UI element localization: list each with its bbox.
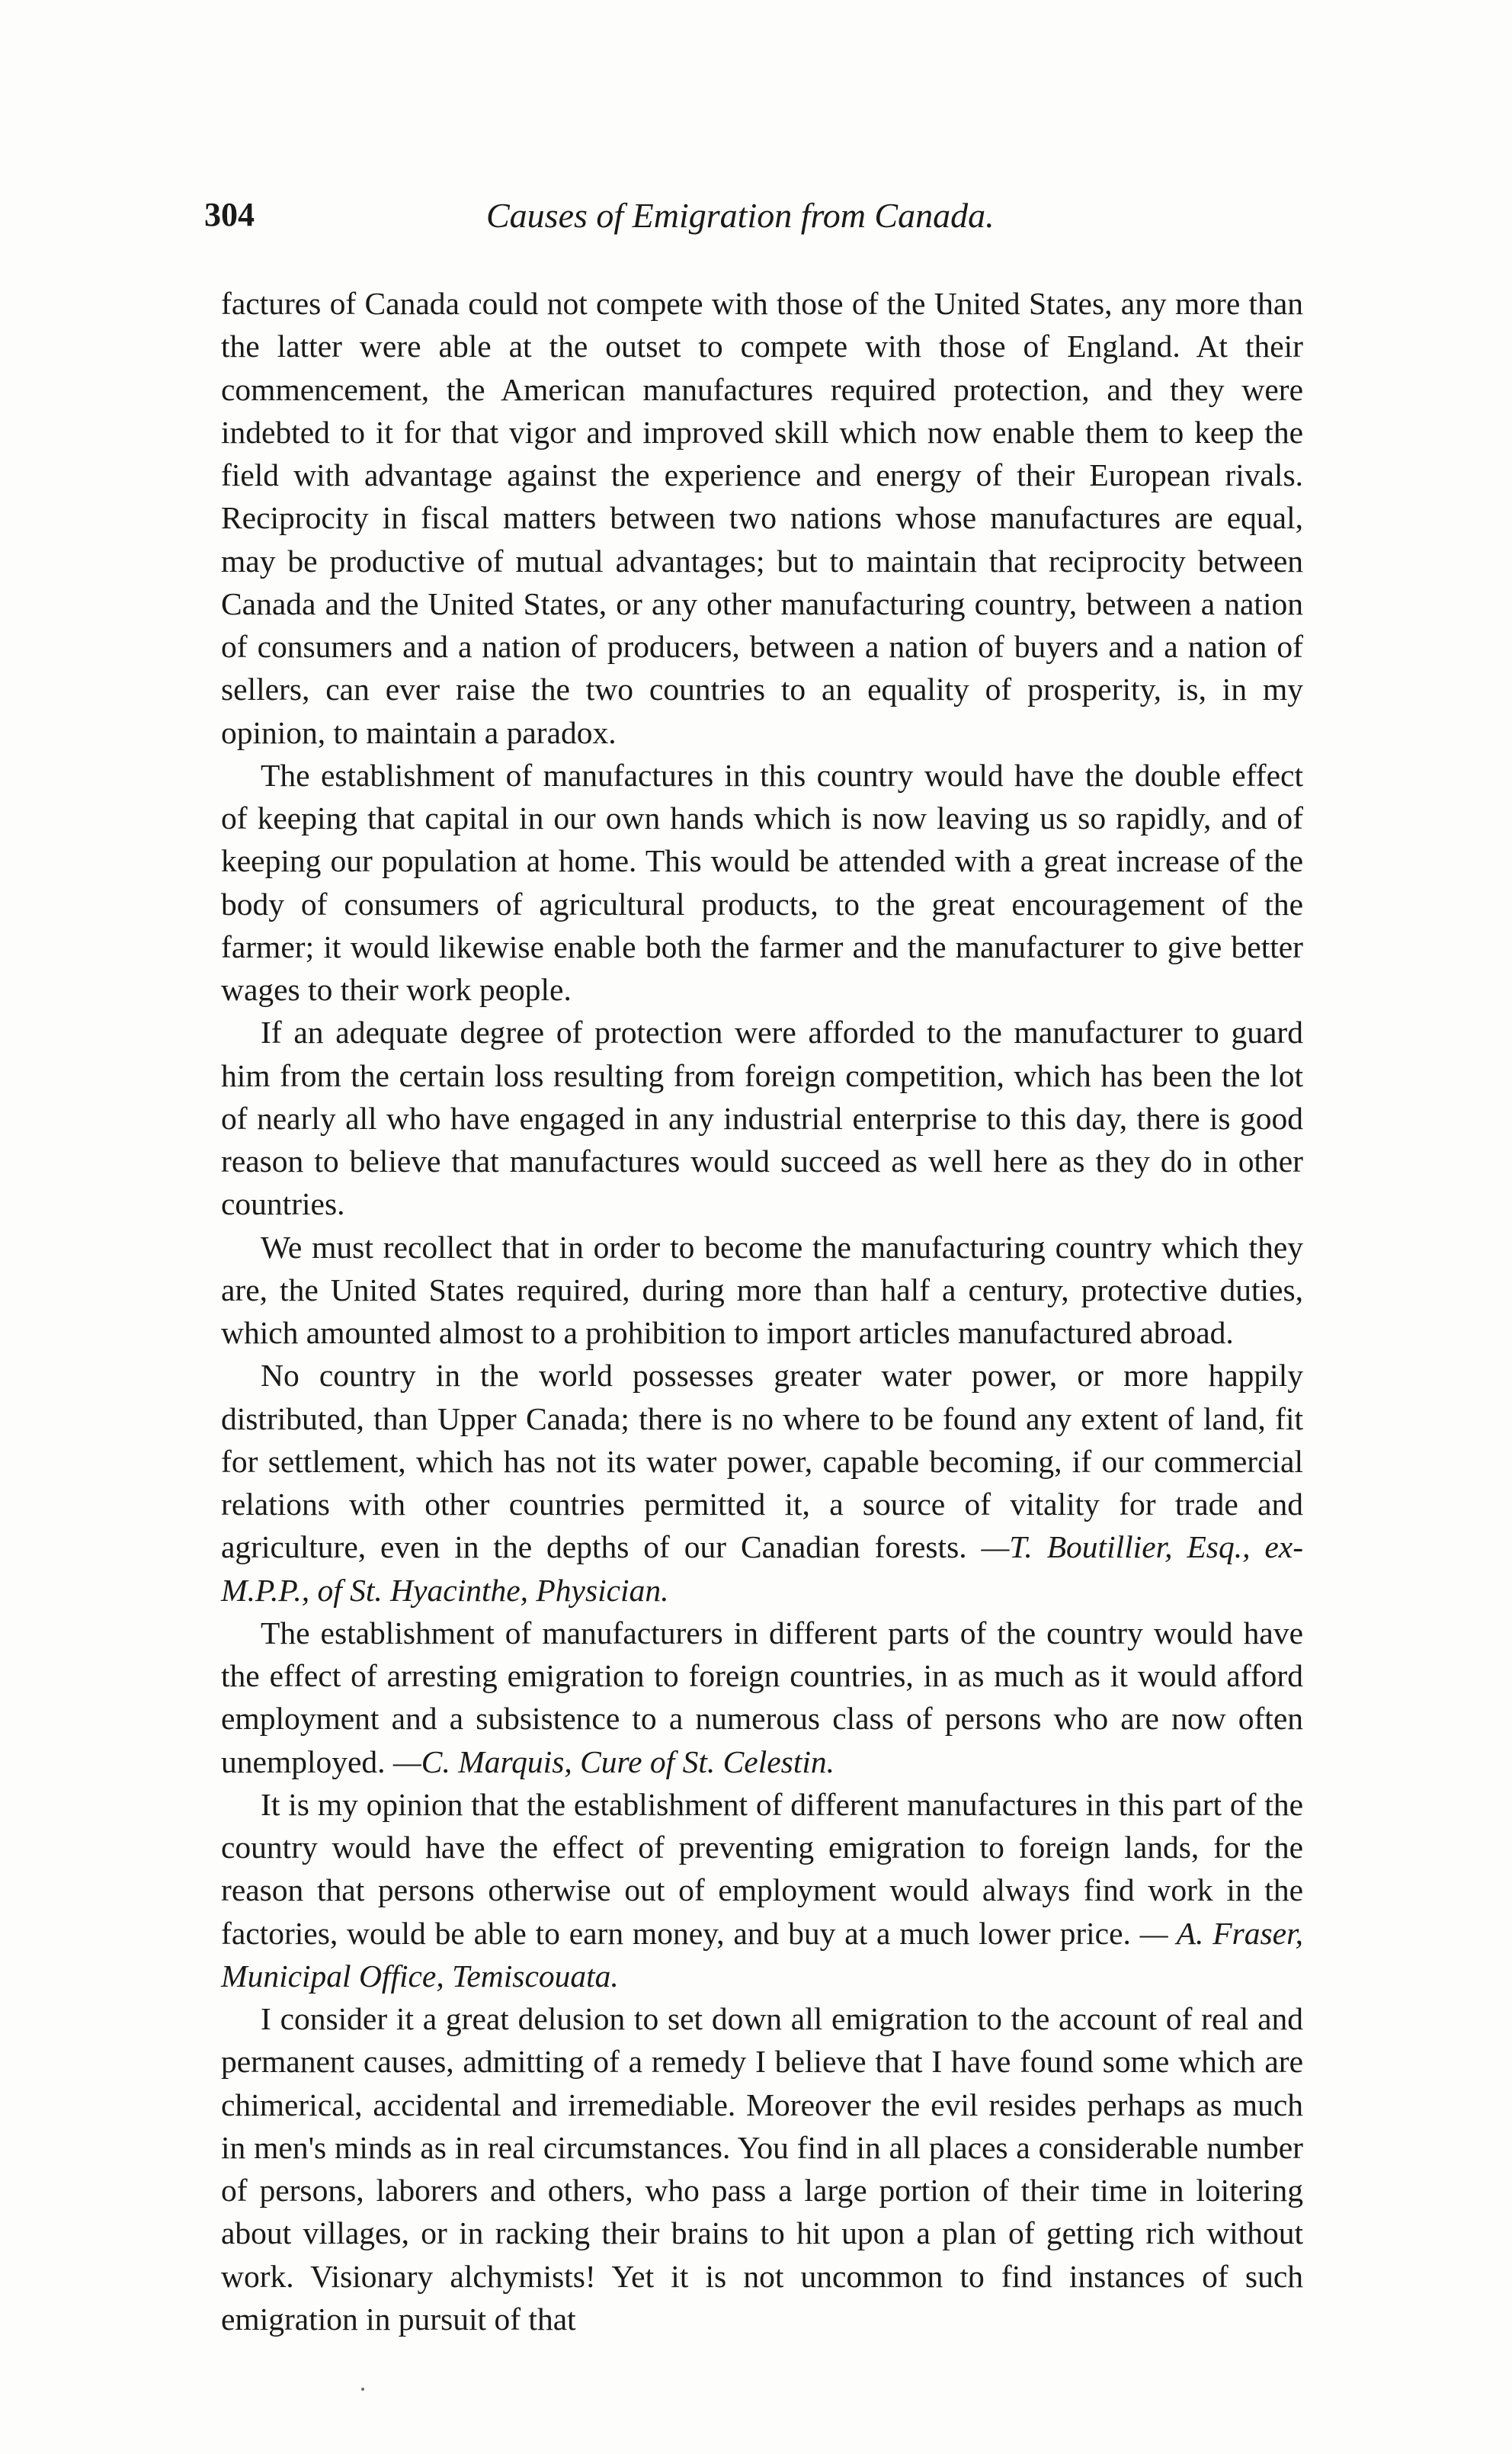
paragraph-text: No country in the world possesses greater water power, or more happily distributed, than Upper Canada; there is no where to be found any extent of land, fit for settlement, which has not its water power, capable becoming, if our commercial relations with other countries permitted it, a source of vitality for trade and agriculture, even in the depths of our Canadian forests.: [221, 1358, 1303, 1565]
paragraph-text: The establishment of manufacturers in different parts of the country would have the effect of arresting emigration to foreign countries, in as much as it would afford employment and a subsistence to a numerous class of persons who are now often unemployed.: [221, 1615, 1303, 1779]
attribution: —T. Boutillier, Esq., ex-M.P.P., of St. Hyacinthe, Physician.: [221, 1529, 1304, 1608]
ink-speck: [361, 2388, 364, 2391]
paragraph: [221, 1226, 1303, 1355]
attribution: —C. Marquis, Cure of St. Celestin.: [392, 1743, 835, 1779]
paragraph-text: I consider it a great delusion to set down all emigration to the account of real and permanent causes, admitting of a remedy I believe that I have found some which are chimerical, accidental and irremediable. Moreover the evil resides perhaps as much in men's minds as in real circumstances. You find in all places a considerable number of persons, laborers and others, who pass a large portion of their time in loitering about villages, or in racking their brains to hit upon a plan of getting rich without work. Visionary alchymists! Yet it is not uncommon to find instances of such emigration in pursuit of that: [221, 2001, 1303, 2337]
paragraph: [221, 1354, 1303, 1612]
running-title: Causes of Emigration from Canada.: [486, 196, 995, 235]
paragraph-text: The establishment of manufactures in this country would have the double effect of keeping that capital in our own hands which is now leaving us so rapidly, and of keeping our population at home. This would be attended with a great increase of the body of consumers of agricultural products, to the great encouragement of the farmer; it would likewise enable both the farmer and the manufacturer to give better wages to their work people.: [221, 757, 1303, 1007]
paragraph: [221, 1612, 1303, 1783]
page-header: [204, 195, 1195, 249]
paragraph: [221, 1011, 1303, 1225]
paragraph-text: It is my opinion that the establishment of different manufactures in this part of the country would have the effect of preventing emigration to foreign lands, for the reason that persons otherwise out of employment would always find work in the factories, would be able to earn money, and buy at a much lower price.: [221, 1786, 1303, 1951]
paragraph: [221, 754, 1303, 1012]
paragraph-text: If an adequate degree of protection were afforded to the manufacturer to guard him from the certain loss resulting from foreign competition, which has been the lot of nearly all who have engaged in any industrial enterprise to this day, there is good reason to believe that manufactures would succeed as well here as they do in other countries.: [221, 1015, 1303, 1222]
page-number: 304: [204, 196, 255, 233]
attribution: — A. Fraser, Municipal Office, Temiscouata.: [221, 1915, 1303, 1994]
paragraph: [221, 1997, 1303, 2340]
paragraph: [221, 1783, 1303, 1997]
body-text: [221, 282, 1303, 2340]
paragraph-text: factures of Canada could not compete with those of the United States, any more than the latter were able at the outset to compete with those of England. At their commencement, the American manufactures required protection, and they were indebted to it for that vigor and improved skill which now enable them to keep the field with advantage against the experience and energy of their European rivals. Reciprocity in fiscal matters between two nations whose manufactures are equal, may be productive of mutual advantages; but to maintain that reciprocity between Canada and the United States, or any other manufacturing country, between a nation of consumers and a nation of producers, between a nation of buyers and a nation of sellers, can ever raise the two countries to an equality of prosperity, is, in my opinion, to maintain a paradox.: [221, 286, 1303, 750]
paragraph: [221, 282, 1303, 754]
paragraph-text: We must recollect that in order to become the manufacturing country which they are, the United States required, during more than half a century, protective duties, which amounted almost to a prohibition to import articles manufactured abroad.: [221, 1229, 1303, 1350]
